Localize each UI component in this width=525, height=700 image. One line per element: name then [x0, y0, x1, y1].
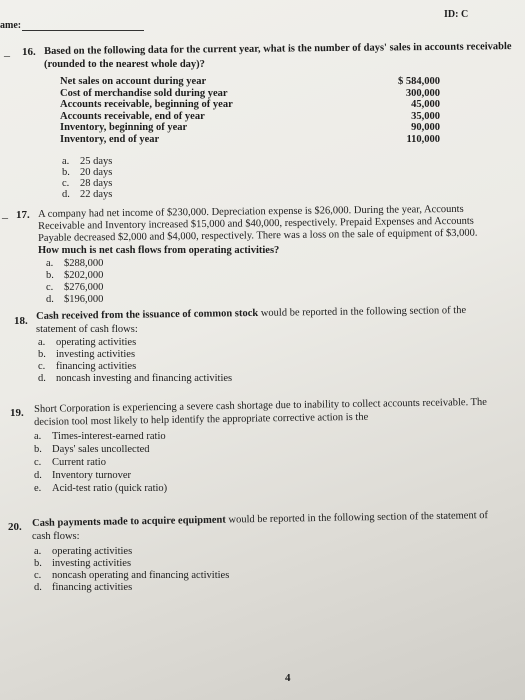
row-label: Inventory, end of year	[60, 133, 160, 145]
row-label: Inventory, beginning of year	[60, 122, 188, 133]
q17-option-a: a. $288,000	[46, 258, 104, 269]
q20-option-c: c. noncash operating and financing activities	[34, 570, 230, 581]
q18-text-line1: Cash received from the issuance of common stock would be reported in the following section of the	[36, 304, 467, 322]
q17-text-line2: Receivable and Inventory increased $15,000 and $40,000, respectively. Prepaid Expenses and Accounts	[38, 215, 474, 232]
q18-option-b: b. investing activities	[38, 349, 136, 360]
q16-option-a: a. 25 days	[62, 156, 113, 167]
name-label: ame:	[0, 20, 22, 31]
q17-number: 17.	[16, 209, 30, 221]
row-label: Accounts receivable, beginning of year	[60, 99, 233, 110]
q19-number: 19.	[10, 407, 24, 419]
q20-option-d: d. financing activities	[34, 582, 133, 593]
q16-option-d: d. 22 days	[62, 189, 113, 200]
q18-option-a: a. operating activities	[38, 337, 137, 348]
q19-text-line1: Short Corporation is experiencing a severe cash shortage due to inability to collect accounts receivable. The	[34, 396, 488, 415]
q20-option-b: b. investing activities	[34, 558, 132, 569]
q20-text-line2: cash flows:	[32, 531, 80, 542]
row-label: Net sales on account during year	[60, 76, 207, 87]
q19-option-a: a. Times-interest-earned ratio	[34, 431, 166, 442]
q19-option-e: e. Acid-test ratio (quick ratio)	[34, 483, 168, 494]
q19-text-line2: decision tool most likely to help identify the appropriate corrective action is the	[34, 411, 369, 428]
q19-option-b: b. Days' sales uncollected	[34, 444, 150, 455]
row-value: 300,000	[405, 87, 440, 99]
q20-text-line1: Cash payments made to acquire equipment would be reported in the following section of the statement of	[32, 510, 489, 529]
row-value: 35,000	[411, 110, 440, 122]
row-value: $ 584,000	[398, 76, 440, 87]
q17-option-d: d. $196,000	[46, 294, 104, 305]
q16-option-c: c. 28 days	[62, 178, 113, 189]
row-label: Cost of merchandise sold during year	[60, 87, 228, 99]
row-label: Accounts receivable, end of year	[60, 110, 205, 122]
q18-option-d: d. noncash investing and financing activities	[38, 373, 233, 384]
data-row	[60, 134, 440, 146]
q16-text-line2: (rounded to the nearest whole day)?	[44, 59, 205, 70]
id-label: ID: C	[444, 9, 469, 20]
q18-option-c: c. financing activities	[38, 361, 137, 372]
q17-text-line3: Payable decreased $2,000 and $4,000, respectively. There was a loss on the sale of equipment of $3,000.	[38, 227, 478, 244]
q16-option-b: b. 20 days	[62, 167, 113, 178]
q17-answer-blank: _	[2, 206, 8, 220]
q16-number: 16.	[22, 46, 36, 58]
q17-question: How much is net cash flows from operating activities?	[38, 245, 280, 256]
q16-data-table	[60, 76, 440, 145]
data-row	[60, 111, 440, 123]
q17-option-c: c. $276,000	[46, 282, 104, 293]
data-row	[60, 99, 440, 111]
q16-text-line1: Based on the following data for the current year, what is the number of days' sales in accounts receivable	[44, 41, 512, 57]
row-value: 45,000	[411, 99, 440, 110]
data-row	[60, 88, 440, 100]
q17-text-line1: A company had net income of $230,000. Depreciation expense is $26,000. During the year, Accounts	[38, 203, 464, 220]
row-value: 110,000	[406, 133, 440, 145]
q19-option-c: c. Current ratio	[34, 457, 106, 468]
q16-answer-blank: _	[4, 44, 10, 58]
data-row	[60, 122, 440, 134]
name-underline	[22, 30, 144, 31]
q18-number: 18.	[14, 315, 28, 327]
q19-option-d: d. Inventory turnover	[34, 470, 132, 481]
q20-number: 20.	[8, 521, 22, 533]
row-value: 90,000	[411, 122, 440, 133]
q20-option-a: a. operating activities	[34, 546, 133, 557]
q17-option-b: b. $202,000	[46, 270, 104, 281]
q18-text-line2: statement of cash flows:	[36, 324, 138, 335]
page-number: 4	[285, 672, 291, 684]
data-row	[60, 76, 440, 88]
